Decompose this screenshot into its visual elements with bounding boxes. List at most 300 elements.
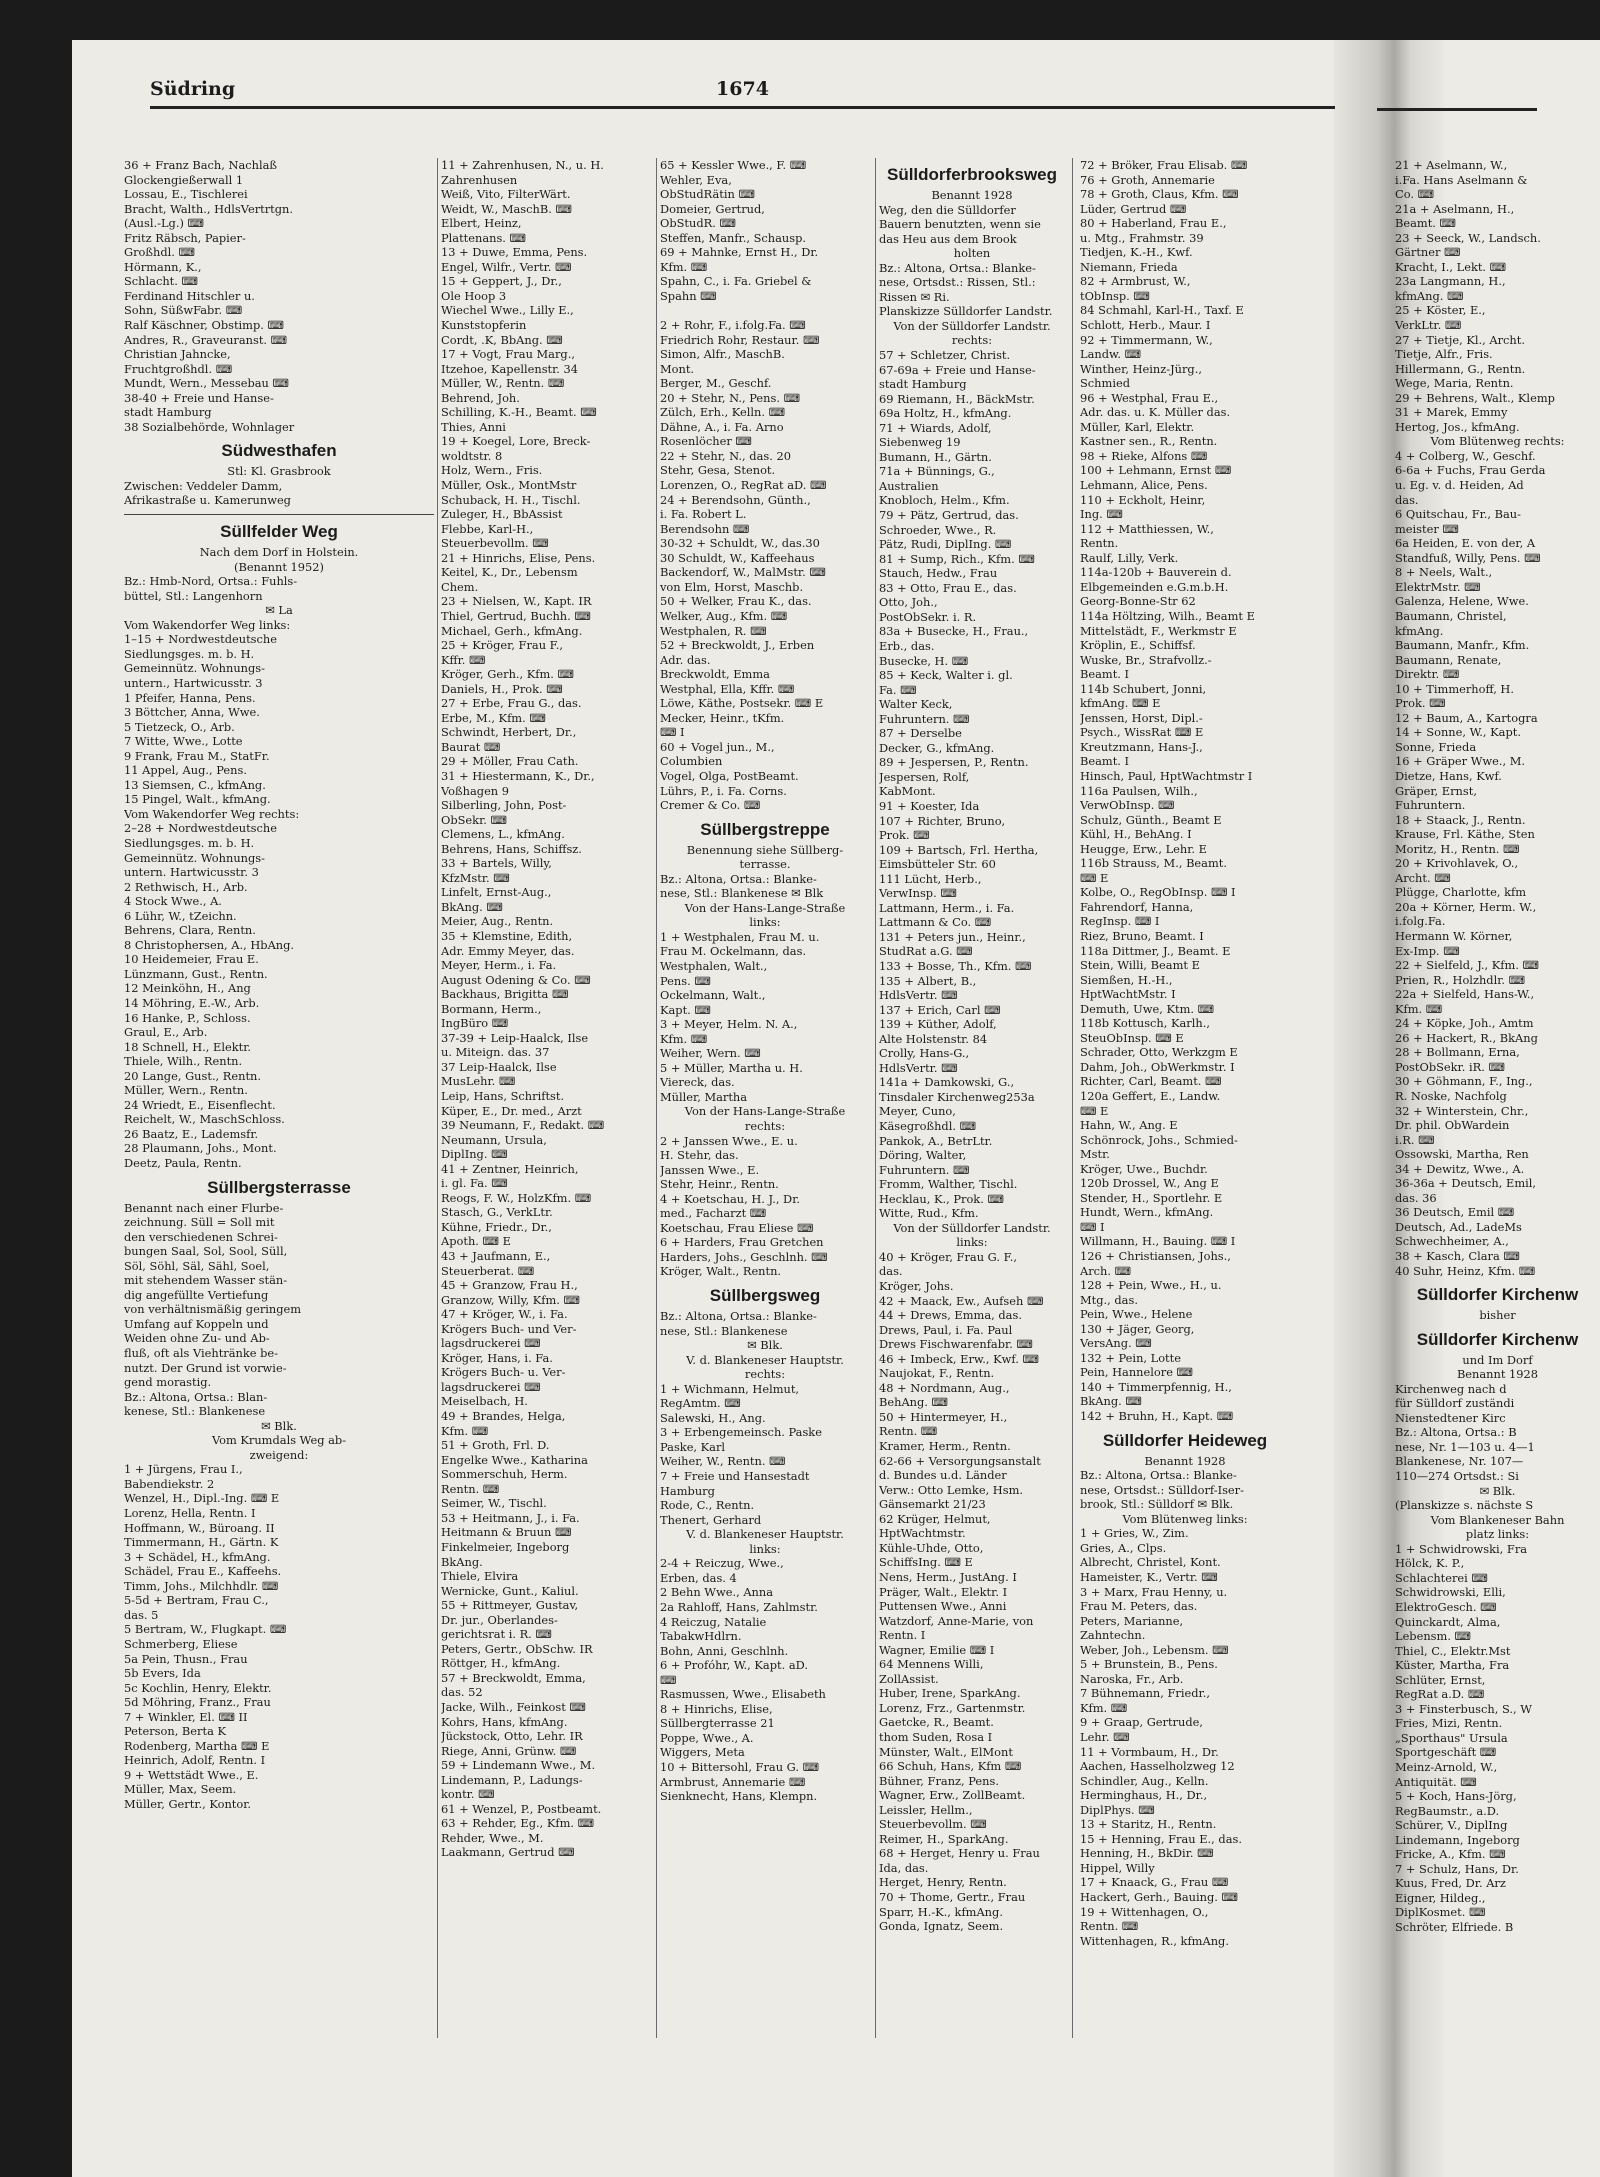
directory-entry: 59 + Lindemann Wwe., M. (441, 1758, 596, 1773)
column-divider (1072, 158, 1073, 2038)
directory-entry: 38-40 + Freie und Hanse- (124, 390, 274, 405)
directory-entry: 47 + Kröger, W., i. Fa. (441, 1307, 568, 1322)
directory-entry: Laakmann, Gertrud ⌨ (441, 1845, 575, 1860)
directory-entry: Hameister, K., Vertr. ⌨ (1080, 1569, 1218, 1584)
directory-entry: Thiele, Elvira (441, 1569, 519, 1584)
directory-entry: Knobloch, Helm., Kfm. (879, 493, 1010, 508)
street-note: links: (956, 1235, 988, 1250)
directory-entry: Drews Fischwarenfabr. ⌨ (879, 1337, 1033, 1352)
directory-entry: i.Fa. Hans Aselmann & (1395, 172, 1528, 187)
directory-entry: HptWachtMstr. I (1080, 987, 1176, 1002)
directory-entry: Lattmann & Co. ⌨ (879, 915, 992, 930)
directory-entry: Thenert, Gerhard (660, 1512, 762, 1527)
directory-entry: Flebbe, Karl-H., (441, 521, 534, 536)
directory-entry: Fricke, A., Kfm. ⌨ (1395, 1847, 1506, 1862)
directory-entry: Stehr, Heinr., Rentn. (660, 1177, 779, 1192)
directory-entry: Bz.: Altona, Ortsa.: Blanke- (660, 1309, 817, 1324)
directory-entry: Babendiekstr. 2 (124, 1476, 215, 1491)
directory-entry: 133 + Bosse, Th., Kfm. ⌨ (879, 958, 1032, 973)
directory-entry: Stauch, Hedw., Frau (879, 566, 998, 581)
street-note: V. d. Blankeneser Hauptstr. (686, 1352, 844, 1367)
directory-entry: 81 + Sump, Rich., Kfm. ⌨ (879, 551, 1035, 566)
directory-entry: 4 Reiczug, Natalie (660, 1614, 767, 1629)
directory-entry: nese, Ortsdst.: Sülldorf-Iser- (1080, 1482, 1244, 1497)
directory-entry: Otto, Joh., (879, 595, 938, 610)
directory-entry: DiplPhys. ⌨ (1080, 1802, 1155, 1817)
directory-entry: Hörmann, K., (124, 259, 202, 274)
directory-entry: Christian Jahncke, (124, 347, 231, 362)
street-note: Von der Sülldorfer Landstr. (893, 1220, 1051, 1235)
street-heading: Sülldorfer Heideweg (1102, 1430, 1268, 1450)
directory-entry: 36 + Franz Bach, Nachlaß (124, 158, 278, 172)
directory-entry: 8 + Hinrichs, Elise, (660, 1701, 773, 1716)
directory-entry: Fa. ⌨ (879, 682, 917, 697)
directory-entry: Janssen Wwe., E. (660, 1162, 760, 1177)
directory-entry: Lehr. ⌨ (1080, 1729, 1130, 1744)
directory-entry: 5d Möhring, Franz., Frau (124, 1695, 271, 1710)
directory-entry: Georg-Bonne-Str 62 (1080, 594, 1196, 609)
directory-column-2 (441, 158, 651, 2038)
street-note: ✉ Blk. (1479, 1483, 1516, 1498)
directory-entry: Deetz, Paula, Rentn. (124, 1156, 242, 1170)
directory-entry: woldtstr. 8 (441, 448, 503, 463)
directory-entry: Afrikastraße u. Kamerunweg (124, 493, 291, 508)
directory-entry: Rentn. (1080, 536, 1119, 551)
directory-entry: 50 + Hintermeyer, H., (879, 1409, 1008, 1424)
directory-entry: ⌨ I (1080, 1219, 1105, 1234)
directory-entry: 80 + Haberland, Frau E., (1080, 216, 1227, 231)
directory-entry: Mtg., das. (1080, 1292, 1138, 1307)
directory-entry: mit stehendem Wasser stän- (124, 1273, 288, 1288)
directory-entry: Meyer, Herm., i. Fa. (441, 958, 557, 973)
directory-entry: Voßhagen 9 (441, 783, 510, 798)
directory-entry: Harders, Johs., Geschlnh. ⌨ (660, 1249, 828, 1264)
street-heading: Südwesthafen (221, 441, 337, 461)
directory-entry: 30-32 + Schuldt, W., das.30 (660, 536, 820, 551)
directory-entry: 7 Bühnemann, Friedr., (1080, 1686, 1210, 1701)
directory-entry: Behrend, Joh. (441, 390, 520, 405)
directory-entry: Heugge, Erw., Lehr. E (1080, 841, 1207, 856)
directory-entry: Lührs, P., i. Fa. Corns. (660, 783, 787, 798)
directory-entry: Bz.: Hmb-Nord, Ortsa.: Fuhls- (124, 574, 298, 589)
directory-column-5 (1080, 158, 1290, 2038)
directory-entry: 21 + Aselmann, W., (1395, 158, 1508, 172)
directory-entry: 118a Dittmer, J., Beamt. E (1080, 943, 1231, 958)
directory-entry: 114a Höltzing, Wilh., Beamt E (1080, 608, 1255, 623)
directory-entry: Hackert, Gerh., Bauing. ⌨ (1080, 1889, 1238, 1904)
directory-entry: Wiggers, Meta (660, 1745, 745, 1760)
directory-entry: Drews, Paul, i. Fa. Paul (879, 1322, 1013, 1337)
directory-entry: Leip, Hans, Schriftst. (441, 1089, 565, 1103)
directory-entry: Frau M. Peters, das. (1080, 1599, 1198, 1614)
directory-entry: Weiden ohne Zu- und Ab- (124, 1331, 270, 1346)
directory-entry: Kfm. ⌨ (441, 1423, 489, 1438)
directory-entry: Watzdorf, Anne-Marie, von (879, 1613, 1034, 1628)
directory-entry: 72 + Bröker, Frau Elisab. ⌨ (1080, 158, 1248, 172)
directory-entry: Lossau, E., Tischlerei (124, 187, 248, 202)
directory-entry: 2-4 + Reiczug, Wwe., (660, 1556, 784, 1571)
directory-entry: lagsdruckerei ⌨ (441, 1336, 541, 1351)
directory-entry: Gemeinnütz. Wohnungs- (124, 850, 265, 865)
directory-entry: (Planskizze s. nächste S (1395, 1498, 1534, 1513)
directory-entry: IngBüro ⌨ (441, 1016, 509, 1031)
directory-entry: 130 + Jäger, Georg, (1080, 1321, 1195, 1336)
directory-entry: Backhaus, Brigitta ⌨ (441, 987, 569, 1002)
directory-entry: Thiel, Gertrud, Buchh. ⌨ (441, 608, 591, 623)
directory-entry: 126 + Christiansen, Johs., (1080, 1249, 1231, 1264)
directory-entry: Kunststopferin (441, 318, 527, 333)
directory-entry: Gonda, Ignatz, Seem. (879, 1919, 1004, 1934)
directory-entry: ZollAssist. (879, 1671, 939, 1686)
directory-entry: Welker, Aug., Kfm. ⌨ (660, 608, 788, 623)
directory-entry: 4 + Koetschau, H. J., Dr. (660, 1191, 801, 1206)
directory-entry: Nens, Herm., JustAng. I (879, 1569, 1017, 1584)
directory-entry: 34 + Dewitz, Wwe., A. (1395, 1161, 1525, 1176)
directory-entry: KabMont. (879, 784, 936, 799)
directory-entry: 22a + Sielfeld, Hans-W., (1395, 987, 1535, 1002)
directory-entry: VerwObInsp. ⌨ (1080, 798, 1175, 813)
directory-entry: Schlüter, Ernst, (1395, 1672, 1486, 1687)
directory-entry: brook, Stl.: Sülldorf ✉ Blk. (1080, 1497, 1234, 1512)
directory-entry: Hamburg (660, 1483, 715, 1498)
directory-entry: 3 + Finsterbusch, S., W (1395, 1701, 1532, 1716)
directory-entry: 2a Rahloff, Hans, Zahlmstr. (660, 1599, 818, 1614)
directory-entry: Pätz, Rudi, DiplIng. ⌨ (879, 537, 1012, 552)
directory-entry: 137 + Erich, Carl ⌨ (879, 1002, 1001, 1017)
street-note: Stl: Kl. Grasbrook (227, 464, 331, 479)
directory-entry: 25 + Kröger, Frau F., (441, 638, 564, 653)
directory-entry: 2–28 + Nordwestdeutsche (124, 821, 277, 836)
directory-entry: Mundt, Wern., Messebau ⌨ (124, 376, 289, 391)
directory-entry: Rentn. ⌨ (1080, 1919, 1139, 1934)
directory-entry: Willmann, H., Bauing. ⌨ I (1080, 1234, 1236, 1249)
directory-entry: Schrader, Otto, Werkzgm E (1080, 1045, 1238, 1060)
directory-entry: 27 + Erbe, Frau G., das. (441, 696, 582, 711)
directory-column-1 (124, 158, 434, 2038)
directory-entry: 14 Möhring, E.-W., Arb. (124, 995, 260, 1010)
directory-entry: Erben, das. 4 (660, 1570, 737, 1585)
directory-entry: Schroeder, Wwe., R. (879, 522, 997, 537)
directory-entry: Plügge, Charlotte, kfm (1395, 885, 1527, 900)
directory-entry: Küper, E., Dr. med., Arzt (441, 1103, 582, 1118)
directory-entry: Riez, Bruno, Beamt. I (1080, 928, 1204, 943)
directory-entry: 120b Drossel, W., Ang E (1080, 1176, 1219, 1191)
directory-entry: Baumann, Renate, (1395, 652, 1502, 667)
directory-entry: Heitmann & Bruun ⌨ (441, 1525, 572, 1540)
directory-entry: Jacke, Wilh., Feinkost ⌨ (441, 1699, 586, 1714)
directory-entry: Steuerbevollm. ⌨ (441, 536, 549, 551)
directory-entry: Steuerbevollm. ⌨ (879, 1817, 987, 1832)
directory-entry: Schröter, Elfriede. B (1395, 1919, 1514, 1934)
street-heading: Süllbergstreppe (700, 819, 830, 839)
street-note: Von der Hans-Lange-Straße (684, 900, 846, 915)
directory-entry: Fromm, Walther, Tischl. (879, 1177, 1018, 1192)
directory-entry: 11 + Vormbaum, H., Dr. (1080, 1744, 1219, 1759)
directory-entry: 24 + Berendsohn, Günth., (660, 492, 811, 507)
street-heading: Sülldorfer Kirchenw (1416, 1285, 1579, 1305)
directory-entry: PostObSekr. i. R. (879, 609, 977, 624)
directory-entry: Sienknecht, Hans, Klempn. (660, 1789, 818, 1804)
directory-entry: 36-36a + Deutsch, Emil, (1395, 1176, 1537, 1191)
directory-entry: 36 Deutsch, Emil ⌨ (1395, 1205, 1515, 1220)
directory-entry: KfzMstr. ⌨ (441, 870, 510, 885)
directory-entry: 41 + Zentner, Heinrich, (441, 1161, 579, 1176)
directory-entry: kfmAng. ⌨ (1395, 288, 1464, 303)
directory-entry: 11 + Zahrenhusen, N., u. H. (441, 158, 604, 172)
directory-entry: 112 + Matthiessen, W., (1080, 521, 1214, 536)
directory-entry: Lorenzen, O., RegRat aD. ⌨ (660, 478, 827, 493)
directory-entry: Poppe, Wwe., A. (660, 1730, 754, 1745)
directory-entry: MusLehr. ⌨ (441, 1074, 516, 1089)
directory-entry: Seimer, W., Tischl. (441, 1496, 547, 1511)
directory-entry: Stein, Willi, Beamt E (1080, 958, 1200, 973)
directory-entry: Bz.: Altona, Ortsa.: Blanke- (879, 260, 1036, 275)
directory-entry: Verw.: Otto Lemke, Hsm. (879, 1482, 1024, 1497)
directory-entry: 110 + Eckholt, Heinr, (1080, 492, 1206, 507)
directory-entry: Kramer, Herm., Rentn. (879, 1439, 1011, 1454)
directory-entry: 44 + Drews, Emma, das. (879, 1308, 1022, 1323)
directory-entry: Hahn, W., Ang. E (1080, 1118, 1178, 1133)
directory-entry: 20 + Krivohlavek, O., (1395, 856, 1519, 871)
directory-entry: ObStudRätin ⌨ (660, 187, 755, 202)
directory-entry: Rosenlöcher ⌨ (660, 434, 752, 449)
directory-entry: Kröger, Johs. (879, 1279, 954, 1294)
directory-entry: Schürer, V., DiplIng (1395, 1818, 1508, 1833)
directory-entry: Kuus, Fred, Dr. Arz (1395, 1876, 1506, 1891)
directory-entry: u. Mtg., Frahmstr. 39 (1080, 230, 1204, 245)
directory-entry: 7 + Freie und Hansestadt (660, 1469, 810, 1484)
directory-entry: Ing. ⌨ (1080, 507, 1123, 522)
directory-entry: Käsegroßhdl. ⌨ (879, 1119, 977, 1133)
directory-entry: 20 Lange, Gust., Rentn. (124, 1068, 261, 1083)
directory-entry: 19 + Wittenhagen, O., (1080, 1904, 1209, 1919)
directory-entry: Müller, Wern., Rentn. (124, 1083, 248, 1098)
directory-entry: Engelke Wwe., Katharina (441, 1452, 588, 1467)
street-note: Von der Hans-Lange-Straße (684, 1104, 846, 1119)
directory-entry: 1 + Gries, W., Zim. (1080, 1526, 1189, 1541)
directory-entry: 5 + Brunstein, B., Pens. (1080, 1657, 1218, 1672)
directory-entry: ObStudR. ⌨ (660, 216, 736, 231)
directory-entry: 15 + Geppert, J., Dr., (441, 274, 562, 289)
street-note: Nach dem Dorf in Holstein. (199, 545, 359, 560)
directory-entry: Müller, Karl, Elektr. (1080, 419, 1195, 434)
directory-entry: Kühne, Friedr., Dr., (441, 1219, 552, 1234)
directory-entry: Mstr. (1080, 1147, 1110, 1162)
directory-entry: Rode, C., Rentn. (660, 1498, 755, 1513)
directory-entry: BehAng. ⌨ (879, 1395, 948, 1410)
street-note: Benennung siehe Süllberg- (686, 842, 844, 857)
directory-entry: Jespersen, Rolf, (879, 769, 970, 784)
street-note: ✉ La (265, 603, 293, 618)
directory-entry: Rissen ✉ Ri. (879, 289, 950, 304)
directory-entry: Bühner, Franz, Pens. (879, 1773, 999, 1788)
directory-entry: TabakwHdlrn. (660, 1629, 742, 1644)
directory-entry: 3 + Erbengemeinsch. Paske (660, 1425, 822, 1440)
directory-entry: Riege, Anni, Grünw. ⌨ (441, 1743, 577, 1758)
directory-entry: Zwischen: Veddeler Damm, (124, 478, 283, 493)
directory-entry: HptWachtmstr. (879, 1526, 966, 1541)
directory-entry: Antiquität. ⌨ (1395, 1774, 1477, 1789)
directory-entry: das. (1395, 492, 1419, 507)
directory-entry: nese, Stl.: Blankenese (660, 1323, 788, 1338)
directory-entry: 2 + Janssen Wwe., E. u. (660, 1133, 798, 1148)
directory-entry: Westphalen, R. ⌨ (660, 623, 767, 638)
directory-entry: 5 + Müller, Martha u. H. (660, 1060, 803, 1075)
directory-entry: Löwe, Käthe, Postsekr. ⌨ E (660, 696, 824, 711)
directory-entry: Kolbe, O., RegObInsp. ⌨ I (1080, 885, 1236, 900)
directory-entry: 31 + Marek, Emmy (1395, 405, 1508, 420)
directory-entry: 141a + Damkowski, G., (879, 1075, 1015, 1090)
directory-entry: 83 + Otto, Frau E., das. (879, 580, 1017, 595)
directory-entry: ⌨ E (1080, 870, 1109, 885)
directory-entry: Präger, Walt., Elektr. I (879, 1584, 1008, 1599)
directory-entry: 10 Heidemeier, Frau E. (124, 952, 259, 967)
directory-entry: für Sülldorf zuständi (1395, 1396, 1515, 1411)
directory-entry: Armbrust, Annemarie ⌨ (660, 1774, 806, 1789)
street-heading: Sülldorfer Kirchenw (1416, 1329, 1579, 1349)
directory-entry: Hoffmann, W., Büroang. II (124, 1520, 275, 1535)
directory-entry: 7 + Winkler, El. ⌨ II (124, 1709, 248, 1724)
directory-entry: 116b Strauss, M., Beamt. (1080, 856, 1227, 871)
column-divider (875, 158, 876, 2038)
directory-entry: Rodenberg, Martha ⌨ E (124, 1738, 270, 1753)
directory-entry: HdlsVertr. ⌨ (879, 988, 958, 1003)
directory-entry: Weiß, Vito, FilterWärt. (441, 187, 571, 202)
directory-entry: Benannt nach einer Flurbe- (124, 1200, 284, 1215)
directory-entry: Sohn, SüßwFabr. ⌨ (124, 303, 243, 318)
directory-entry: 76 + Groth, Annemarie (1080, 172, 1215, 187)
directory-entry: Kirchenweg nach d (1395, 1381, 1507, 1396)
directory-entry: Küster, Martha, Fra (1395, 1658, 1510, 1673)
directory-entry: 100 + Lehmann, Ernst ⌨ (1080, 463, 1232, 478)
directory-entry: Herminghaus, H., Dr., (1080, 1788, 1208, 1803)
directory-entry: tObInsp. ⌨ (1080, 288, 1150, 303)
directory-entry: 29 + Behrens, Walt., Klemp (1395, 390, 1555, 405)
directory-entry: 21a + Aselmann, H., (1395, 201, 1515, 216)
directory-entry: Baurat ⌨ (441, 739, 501, 754)
directory-entry: Fries, Mizi, Rentn. (1395, 1716, 1503, 1731)
directory-entry: 24 + Köpke, Joh., Amtm (1395, 1016, 1534, 1031)
directory-entry: 62 Krüger, Helmut, (879, 1511, 991, 1526)
directory-entry: Umfang auf Koppeln und (124, 1316, 269, 1331)
directory-entry: 19 + Koegel, Lore, Breck- (441, 434, 591, 449)
directory-entry: 9 + Graap, Gertrude, (1080, 1715, 1203, 1730)
directory-entry: Apoth. ⌨ E (441, 1234, 511, 1249)
directory-entry: Tiedjen, K.-H., Kwf. (1080, 245, 1193, 260)
directory-entry: 110—274 Ortsdst.: Si (1395, 1469, 1519, 1484)
directory-entry: nese, Ortsdst.: Rissen, Stl.: (879, 275, 1036, 290)
directory-entry: Berger, M., Geschf. (660, 376, 772, 391)
directory-entry: R. Noske, Nachfolg (1395, 1089, 1507, 1103)
street-note: V. d. Blankeneser Hauptstr. (686, 1527, 844, 1542)
directory-entry: Spahn, C., i. Fa. Griebel & (660, 274, 812, 289)
directory-entry: 25 + Köster, E., (1395, 303, 1486, 318)
directory-entry: Kröger, Hans, i. Fa. (441, 1350, 553, 1365)
directory-entry: Rasmussen, Wwe., Elisabeth (660, 1687, 826, 1702)
directory-entry: 43 + Jaufmann, E., (441, 1249, 551, 1264)
directory-entry: stadt Hamburg (124, 405, 212, 420)
directory-entry: u. Eg. v. d. Heiden, Ad (1395, 478, 1524, 493)
directory-entry: Thiele, Wilh., Rentn. (124, 1054, 243, 1069)
directory-entry: Lorenz, Hella, Rentn. I (124, 1506, 256, 1521)
directory-entry: Wuske, Br., Strafvollz.- (1080, 652, 1212, 667)
directory-entry: Beamt. I (1080, 754, 1130, 769)
directory-entry: Lünzmann, Gust., Rentn. (124, 966, 268, 981)
directory-entry: 14 + Sonne, W., Kapt. (1395, 725, 1521, 740)
directory-entry: 11 Appel, Aug., Pens. (124, 763, 247, 778)
directory-entry: Kracht, I., Lekt. ⌨ (1395, 259, 1507, 274)
directory-entry: Glockengießerwall 1 (124, 172, 244, 187)
directory-entry: Raulf, Lilly, Verk. (1080, 550, 1179, 565)
directory-entry: Peters, Gertr., ObSchw. IR (441, 1641, 593, 1656)
directory-entry: 6 + Harders, Frau Gretchen (660, 1235, 824, 1250)
directory-entry: Rentn. I (879, 1628, 926, 1643)
directory-entry: Thiel, C., Elektr.Mst (1395, 1643, 1511, 1658)
directory-entry: Vom Wakendorfer Weg rechts: (124, 806, 300, 821)
directory-entry: Bracht, Walth., HdlsVertrtgn. (124, 201, 293, 216)
directory-entry: 128 + Pein, Wwe., H., u. (1080, 1278, 1222, 1293)
directory-entry: Wiechel Wwe., Lilly E., (441, 303, 574, 318)
directory-entry: Adr. das. u. K. Müller das. (1080, 405, 1231, 420)
street-note: Benannt 1928 (931, 188, 1013, 202)
directory-entry: 120a Geffert, E., Landw. (1080, 1089, 1221, 1103)
directory-entry: 61 + Wenzel, P., Postbeamt. (441, 1801, 602, 1816)
directory-entry: Hölck, K. P., (1395, 1556, 1465, 1571)
directory-entry: Mittelstädt, F., Werkmstr E (1080, 623, 1237, 638)
directory-entry: August Odening & Co. ⌨ (441, 972, 591, 987)
directory-entry: Fahrendorf, Hanna, (1080, 899, 1194, 914)
directory-entry: Standfuß, Willy, Pens. ⌨ (1395, 550, 1541, 565)
directory-entry: untern., Hartwicusstr. 3 (124, 675, 263, 690)
directory-entry: 5a Pein, Thusn., Frau (124, 1651, 248, 1666)
directory-entry: Blankenese, Nr. 107— (1395, 1454, 1524, 1469)
directory-entry: Decker, G., kfmAng. (879, 740, 995, 755)
directory-entry: 33 + Bartels, Willy, (441, 856, 552, 871)
directory-entry: Sportgeschäft ⌨ (1395, 1745, 1497, 1760)
directory-entry: Siemßen, H.-H., (1080, 972, 1173, 987)
directory-entry: 28 + Bollmann, Erna, (1395, 1045, 1520, 1060)
directory-entry: 51 + Groth, Frl. D. (441, 1438, 550, 1453)
directory-entry: Baumann, Christel, (1395, 608, 1507, 623)
directory-entry: 12 + Baum, A., Kartogra (1395, 710, 1538, 725)
street-note: links: (749, 1541, 781, 1556)
directory-entry: 142 + Bruhn, H., Kapt. ⌨ (1080, 1409, 1234, 1424)
directory-entry: Mont. (660, 361, 695, 376)
directory-entry: Timm, Johs., Milchhdlr. ⌨ (124, 1578, 279, 1593)
directory-entry: HdlsVertr. ⌨ (879, 1060, 958, 1075)
street-note: links: (749, 915, 781, 930)
directory-entry: kenese, Stl.: Blankenese (124, 1404, 266, 1419)
directory-entry: Dähne, A., i. Fa. Arno (660, 419, 784, 434)
street-note: und Im Dorf (1462, 1352, 1533, 1367)
directory-entry: VerwInsp. ⌨ (879, 886, 957, 901)
directory-entry: 67-69a + Freie und Hanse- (879, 362, 1036, 377)
directory-entry: med., Facharzt ⌨ (660, 1206, 767, 1221)
directory-entry: das. 5 (124, 1607, 159, 1622)
running-title: Südring (150, 78, 236, 100)
directory-entry: Timmermann, H., Gärtn. K (124, 1535, 279, 1550)
directory-entry: SteuObInsp. ⌨ E (1080, 1030, 1184, 1045)
directory-entry: 114a-120b + Bauverein d. (1080, 565, 1232, 580)
directory-entry: SchiffsIng. ⌨ E (879, 1555, 973, 1570)
directory-entry: 55 + Rittmeyer, Gustav, (441, 1598, 579, 1613)
directory-entry: i.folg.Fa. (1395, 914, 1446, 929)
directory-entry: 15 + Henning, Frau E., das. (1080, 1831, 1242, 1846)
directory-entry: 1–15 + Nordwestdeutsche (124, 632, 277, 647)
directory-entry: Gaetcke, R., Beamt. (879, 1715, 994, 1730)
directory-entry: 22 + Stehr, N., das. 20 (660, 448, 791, 463)
directory-entry: ⌨ (660, 1672, 677, 1687)
